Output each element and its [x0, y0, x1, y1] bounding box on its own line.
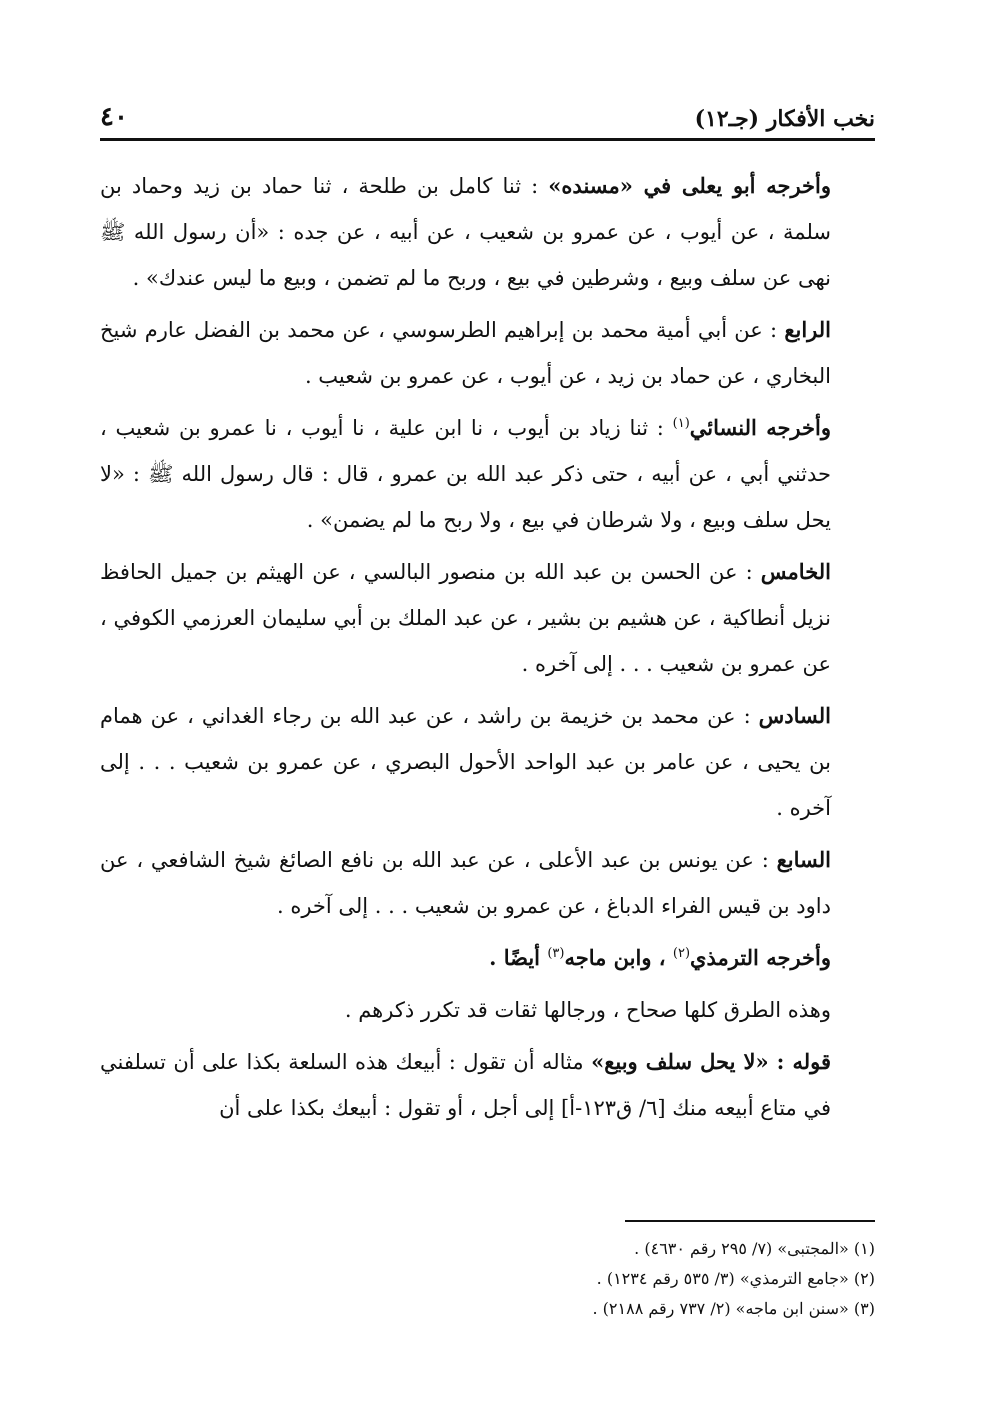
- paragraph-lead: الخامس: [760, 559, 831, 584]
- footnote-ref-2[interactable]: (٢): [672, 946, 691, 961]
- paragraph-lead: وأخرجه النسائي: [689, 415, 831, 440]
- paragraph-lead: وأخرجه الترمذي: [690, 945, 831, 970]
- body-text: [100, 163, 875, 1131]
- paragraph-abu-yala: [100, 163, 875, 301]
- paragraph-fifth: [100, 549, 875, 687]
- footnotes: [100, 1220, 875, 1324]
- paragraph-lead: وأخرجه أبو يعلى في «مسنده»: [548, 173, 832, 198]
- paragraph-text: مثاله أن تقول : أبيعك هذه السلعة بكذا على أن تسلفني في متاع أبيعه منك [٦/ ق١٢٣-أ] إلى أجل ، أو تقول : أبيعك بكذا على أن: [100, 1050, 831, 1120]
- paragraph-text: ، وابن ماجه: [564, 945, 673, 970]
- paragraph-seventh: [100, 837, 875, 929]
- footnote-1: (١) «المجتبى» (٧/ ٢٩٥ رقم ٤٦٣٠) .: [634, 1239, 875, 1258]
- page-number: ٤٠: [100, 102, 128, 132]
- paragraph-nasai: [100, 405, 875, 543]
- paragraph-text: : عن محمد بن خزيمة بن راشد ، عن عبد الله بن رجاء الغداني ، عن همام بن يحيى ، عن عامر بن عبد الواحد الأحول البصري ، عن عمرو بن شعيب . . . إلى آخره .: [100, 704, 831, 820]
- paragraph-lead: الرابع: [784, 317, 831, 342]
- footnote-divider: [625, 1220, 875, 1222]
- paragraph-explanation: [100, 1039, 875, 1131]
- paragraph-sixth: [100, 693, 875, 831]
- paragraph-text-end: أيضًا .: [489, 945, 548, 970]
- footnote-ref-1[interactable]: (١): [672, 416, 690, 431]
- paragraph-tirmidhi: [100, 935, 875, 981]
- footnote-3: (٣) «سنن ابن ماجه» (٢/ ٧٣٧ رقم ٢١٨٨) .: [592, 1299, 875, 1318]
- footnote-2: (٢) «جامع الترمذي» (٣/ ٥٣٥ رقم ١٢٣٤) .: [596, 1269, 875, 1288]
- paragraph-text: : عن الحسن بن عبد الله بن منصور البالسي ، عن الهيثم بن جميل الحافظ نزيل أنطاكية ، عن هشيم بن بشير ، عن عبد الملك بن أبي سليمان العرزمي الكوفي ، عن عمرو بن شعيب . . . إلى آخره .: [100, 560, 831, 676]
- running-title: نخب الأفكار (جـ١٢): [694, 106, 875, 132]
- paragraph-fourth: [100, 307, 875, 399]
- paragraph-summary: [100, 987, 875, 1033]
- paragraph-lead: قوله : «لا يحل سلف وبيع»: [591, 1049, 831, 1074]
- paragraph-text: : عن يونس بن عبد الأعلى ، عن عبد الله بن نافع الصائغ شيخ الشافعي ، عن داود بن قيس الفراء الدباغ ، عن عمرو بن شعيب . . . إلى آخره .: [100, 848, 831, 918]
- paragraph-text: : ثنا زياد بن أيوب ، نا ابن علية ، نا أيوب ، نا عمرو بن شعيب ، حدثني أبي ، عن أبيه ، حتى ذكر عبد الله بن عمرو ، قال : قال رسول الله ﷺ : «لا يحل سلف وبيع ، ولا شرطان في بيع ، ولا ربح ما لم يضمن» .: [100, 416, 832, 532]
- paragraph-text: : عن أبي أمية محمد بن إبراهيم الطرسوسي ، عن محمد بن الفضل عارم شيخ البخاري ، عن حماد بن زيد ، عن أيوب ، عن عمرو بن شعيب .: [100, 318, 831, 388]
- page-header: [100, 92, 875, 141]
- paragraph-lead: السابع: [776, 847, 831, 872]
- paragraph-lead: السادس: [758, 703, 831, 728]
- paragraph-text: : ثنا كامل بن طلحة ، ثنا حماد بن زيد وحماد بن سلمة ، عن أيوب ، عن عمرو بن شعيب ، عن أبيه ، عن جده : «أن رسول الله ﷺ نهى عن سلف وبيع ، وشرطين في بيع ، وربح ما لم تضمن ، وبيع ما ليس عندك» .: [100, 174, 831, 290]
- paragraph-text: وهذه الطرق كلها صحاح ، ورجالها ثقات قد تكرر ذكرهم .: [344, 998, 831, 1022]
- book-page: [100, 92, 875, 1352]
- footnote-ref-3[interactable]: (٣): [547, 946, 565, 961]
